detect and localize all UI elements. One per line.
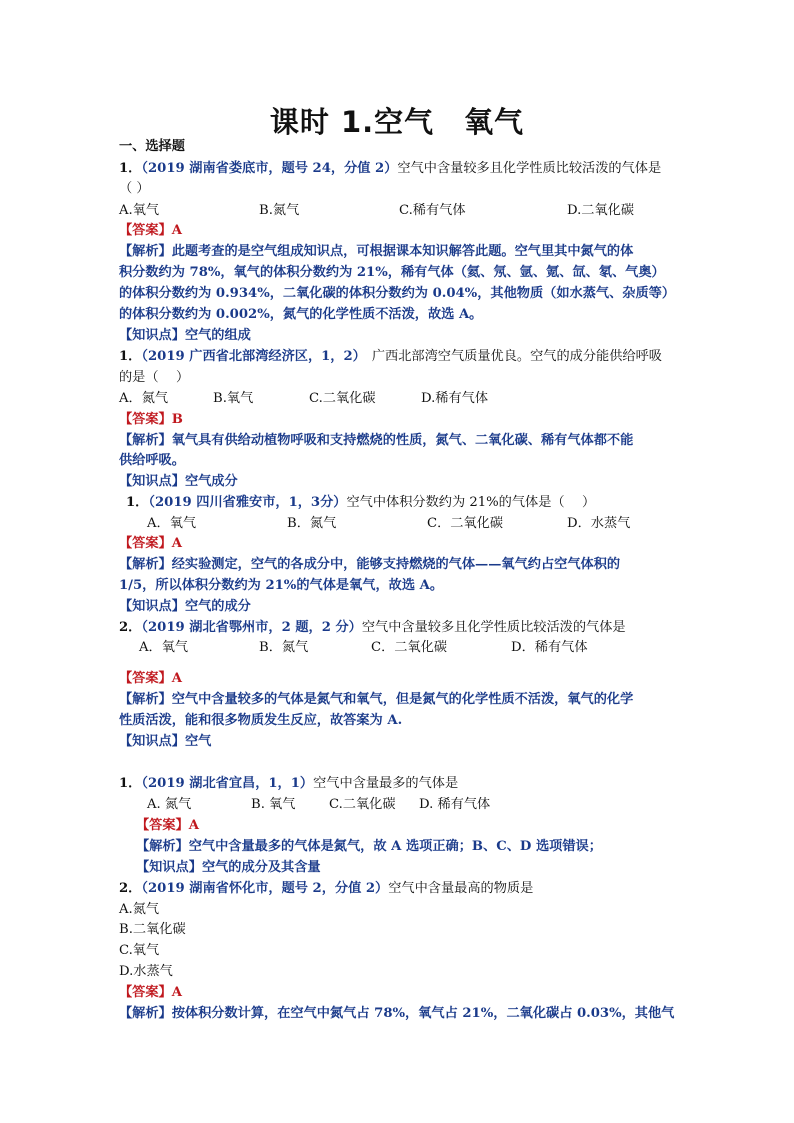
knowledge-point-label: 【知识点】 bbox=[136, 860, 202, 875]
option-d: D.稀有气体 bbox=[421, 391, 489, 406]
explanation-text: 性质活泼，能和很多物质发生反应，故答案为 A. bbox=[119, 713, 403, 728]
question-2-stem-cont: 的是（ ） bbox=[119, 370, 190, 385]
question-text: 广西北部湾空气质量优良。空气的成分能供给呼吸 bbox=[371, 349, 662, 364]
answer-line bbox=[119, 983, 182, 1003]
explanation-line bbox=[119, 690, 633, 710]
question-number: 1． bbox=[119, 161, 142, 176]
explanation-label: 【解析】 bbox=[119, 692, 172, 707]
knowledge-point-label: 【知识点】 bbox=[119, 474, 185, 489]
answer-value: A bbox=[171, 536, 182, 551]
question-text: 空气中含量较多且化学性质比较活泼的气体是 bbox=[397, 161, 662, 176]
answer-label: 【答案】 bbox=[119, 536, 172, 551]
explanation-line bbox=[119, 1004, 674, 1024]
question-text: 空气中含量较多且化学性质比较活泼的气体是 bbox=[361, 620, 626, 635]
option-b: B. 氧气 bbox=[251, 797, 296, 812]
explanation-line bbox=[119, 555, 620, 575]
option-c: C．二氧化碳 bbox=[371, 640, 448, 655]
question-source: （2019 湖北省宜昌，1，1） bbox=[141, 776, 314, 791]
option-b: B．氮气 bbox=[259, 640, 309, 655]
question-source: （2019 广西省北部湾经济区，1，2） bbox=[141, 349, 366, 364]
question-3-stem bbox=[126, 493, 595, 513]
option-c: C．二氧化碳 bbox=[427, 516, 504, 531]
question-source: （2019 湖南省娄底市，题号 24，分值 2） bbox=[141, 161, 398, 176]
answer-label: 【答案】 bbox=[119, 671, 172, 686]
option-c: C.稀有气体 bbox=[399, 203, 466, 218]
question-text: 空气中含量最高的物质是 bbox=[388, 881, 534, 896]
explanation-text: 空气中含量较多的气体是氮气和氧气，但是氮气的化学性质不活泼，氧气的化学 bbox=[171, 692, 634, 707]
explanation-label: 【解析】 bbox=[136, 839, 189, 854]
knowledge-point-text: 空气的成分及其含量 bbox=[201, 860, 321, 875]
question-5-stem bbox=[119, 774, 458, 794]
option-a: A．氮气 bbox=[119, 391, 169, 406]
option-a: A.氮气 bbox=[119, 902, 160, 917]
option-b: B.氧气 bbox=[213, 391, 254, 406]
option-c: C.氧气 bbox=[119, 943, 160, 958]
question-number: 1． bbox=[119, 349, 142, 364]
option-d: D.二氧化碳 bbox=[567, 203, 635, 218]
answer-line bbox=[119, 534, 182, 554]
answer-value: A bbox=[171, 671, 182, 686]
question-number: 1． bbox=[126, 495, 149, 510]
answer-value: A bbox=[171, 223, 182, 238]
knowledge-point-label: 【知识点】 bbox=[119, 599, 185, 614]
knowledge-point-line bbox=[119, 326, 251, 346]
answer-label: 【答案】 bbox=[119, 412, 172, 427]
explanation-line bbox=[119, 431, 633, 451]
question-source: （2019 湖北省鄂州市，2 题，2 分） bbox=[141, 620, 362, 635]
option-a: A.氧气 bbox=[119, 203, 160, 218]
section-heading: 一、选择题 bbox=[119, 139, 185, 154]
explanation-label: 【解析】 bbox=[119, 244, 172, 259]
option-b: B．氮气 bbox=[287, 516, 337, 531]
option-c: C.二氧化碳 bbox=[309, 391, 376, 406]
question-1-stem-cont: （ ） bbox=[119, 181, 150, 196]
answer-label: 【答案】 bbox=[136, 818, 189, 833]
option-d: D. 稀有气体 bbox=[419, 797, 491, 812]
knowledge-point-line bbox=[136, 858, 321, 878]
answer-value: A bbox=[188, 818, 199, 833]
answer-value: A bbox=[171, 985, 182, 1000]
option-a: A．氧气 bbox=[139, 640, 189, 655]
option-b: B.氮气 bbox=[259, 203, 300, 218]
answer-label: 【答案】 bbox=[119, 985, 172, 1000]
answer-value: B bbox=[171, 412, 183, 427]
answer-line bbox=[119, 410, 183, 430]
option-b: B.二氧化碳 bbox=[119, 922, 186, 937]
question-text: 空气中含量最多的气体是 bbox=[313, 776, 459, 791]
question-2-stem bbox=[119, 347, 662, 367]
explanation-text: 空气中含量最多的气体是氮气，故 A 选项正确；B、C、D 选项错误； bbox=[188, 839, 602, 854]
question-6-stem bbox=[119, 879, 533, 899]
answer-line bbox=[119, 669, 182, 689]
explanation-line bbox=[136, 837, 602, 857]
question-1-stem bbox=[119, 159, 661, 179]
option-a: A. 氮气 bbox=[147, 797, 192, 812]
explanation-text: 按体积分数计算，在空气中氮气占 78%，氧气占 21%，二氧化碳占 0.03%，其他气 bbox=[171, 1006, 675, 1021]
knowledge-point-label: 【知识点】 bbox=[119, 734, 185, 749]
knowledge-point-line bbox=[119, 732, 211, 752]
explanation-text: 1/5，所以体积分数约为 21%的气体是氧气，故选 A。 bbox=[119, 578, 444, 593]
question-source: （2019 湖南省怀化市，题号 2，分值 2） bbox=[141, 881, 389, 896]
question-source: （2019 四川省雅安市，1，3分） bbox=[148, 495, 347, 510]
answer-line bbox=[136, 816, 199, 836]
explanation-text: 积分数约为 78%，氧气的体积分数约为 21%，稀有气体（氦、氖、氩、氪、氙、氡、气奥） bbox=[119, 265, 665, 280]
question-number: 2． bbox=[119, 881, 142, 896]
explanation-label: 【解析】 bbox=[119, 433, 172, 448]
option-c: C.二氧化碳 bbox=[329, 797, 396, 812]
knowledge-point-text: 空气 bbox=[184, 734, 212, 749]
explanation-label: 【解析】 bbox=[119, 557, 172, 572]
option-d: D．稀有气体 bbox=[511, 640, 588, 655]
page-title: 课时 1.空气 氧气 bbox=[269, 105, 525, 139]
answer-label: 【答案】 bbox=[119, 223, 172, 238]
knowledge-point-line bbox=[119, 472, 238, 492]
explanation-label: 【解析】 bbox=[119, 1006, 172, 1021]
explanation-text: 供给呼吸。 bbox=[119, 453, 185, 468]
answer-line bbox=[119, 221, 182, 241]
question-number: 1． bbox=[119, 776, 142, 791]
explanation-text: 的体积分数约为 0.934%，二氧化碳的体积分数约为 0.04%，其他物质（如水蒸气、杂质等） bbox=[119, 286, 676, 301]
explanation-text: 经实验测定，空气的各成分中，能够支持燃烧的气体——氧气约占空气体积的 bbox=[171, 557, 621, 572]
question-number: 2． bbox=[119, 620, 142, 635]
question-4-stem bbox=[119, 618, 626, 638]
knowledge-point-text: 空气的成分 bbox=[184, 599, 251, 614]
knowledge-point-text: 空气成分 bbox=[184, 474, 238, 489]
explanation-text: 此题考查的是空气组成知识点，可根据课本知识解答此题。空气里其中氮气的体 bbox=[171, 244, 634, 259]
explanation-text: 氧气具有供给动植物呼吸和支持燃烧的性质，氮气、二氧化碳、稀有气体都不能 bbox=[171, 433, 634, 448]
option-d: D.水蒸气 bbox=[119, 964, 173, 979]
question-text: 空气中体积分数约为 21%的气体是（ ） bbox=[346, 495, 596, 510]
knowledge-point-label: 【知识点】 bbox=[119, 328, 185, 343]
option-a: A．氧气 bbox=[147, 516, 197, 531]
knowledge-point-line bbox=[119, 597, 251, 617]
explanation-line bbox=[119, 242, 633, 262]
knowledge-point-text: 空气的组成 bbox=[184, 328, 251, 343]
option-d: D．水蒸气 bbox=[567, 516, 631, 531]
explanation-text: 的体积分数约为 0.002%，氮气的化学性质不活泼，故选 A。 bbox=[119, 307, 483, 322]
